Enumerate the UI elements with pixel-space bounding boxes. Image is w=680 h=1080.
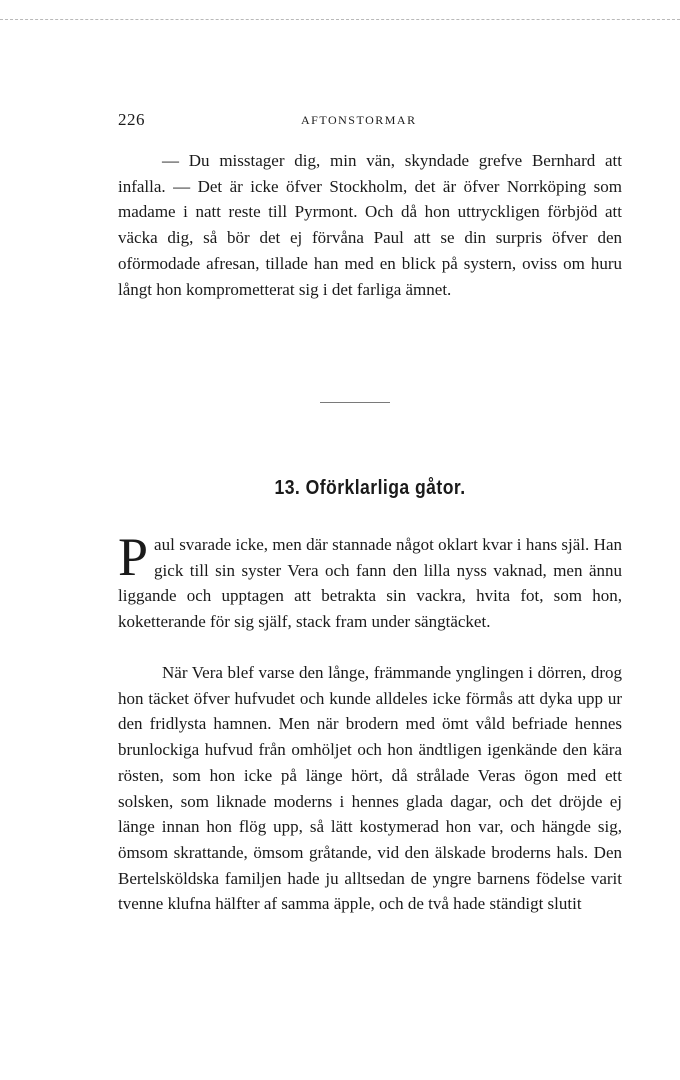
running-title: AFTONSTORMAR — [301, 113, 417, 127]
paragraph-vera: När Vera blef varse den långe, främmande ynglingen i dörren, drog hon täcket öfver hufvudet och kunde alldeles icke förmås att dyka upp ur den fridlysta hamnen. Men när brodern med ömt våld befriade hennes brunlockiga hufvud från omhöljet och hon ändtligen igenkände den kära rösten, som hon icke på länge hört, då strålade Veras ögon med ett solsken, som liknade moderns i hennes glada dagar, och det dröjde ej länge innan hon flög upp, så lätt kostymerad hon var, och hängde sig, ömsom skrattande, ömsom gråtande, vid den älskade broderns hals. Den Bertelsköldska familjen hade ju alltsedan de yngre barnens födelse varit tvenne klufna hälfter af samma äpple, och de två hade ständigt slutit — [118, 663, 622, 914]
chapter-title: 13. Oförklarliga gåtor. — [274, 477, 466, 499]
page-header — [118, 110, 622, 130]
page-number: 226 — [118, 110, 145, 129]
paragraph-chapter-opening — [118, 527, 622, 635]
paragraph-dialogue: — Du misstager dig, min vän, skyndade grefve Bernhard att infalla. — Det är icke öfver Stockholm, det är öfver Norrköping som madame i natt reste till Pyrmont. Och då hon uttryckligen förbjöd att väcka dig, så bör det ej förvåna Paul att se din surpris öfver den oförmodade afresan, tillade han med en blick på systern, oviss om huru långt hon komprometterat sig i det farliga ämnet. — [118, 151, 622, 299]
section-divider — [320, 402, 390, 403]
paragraph-chapter-opening-text: aul svarade icke, men där stannade något oklart kvar i hans själ. Han gick till sin syster Vera och fann den lilla nyss vaknad, men ännu liggande och upptagen att betrakta sin vackra, hvita fot, som hon, koketterande för sig själf, stack fram under sängtäcket. — [118, 535, 622, 632]
drop-cap: P — [118, 527, 149, 587]
top-edge-rule — [0, 19, 680, 20]
